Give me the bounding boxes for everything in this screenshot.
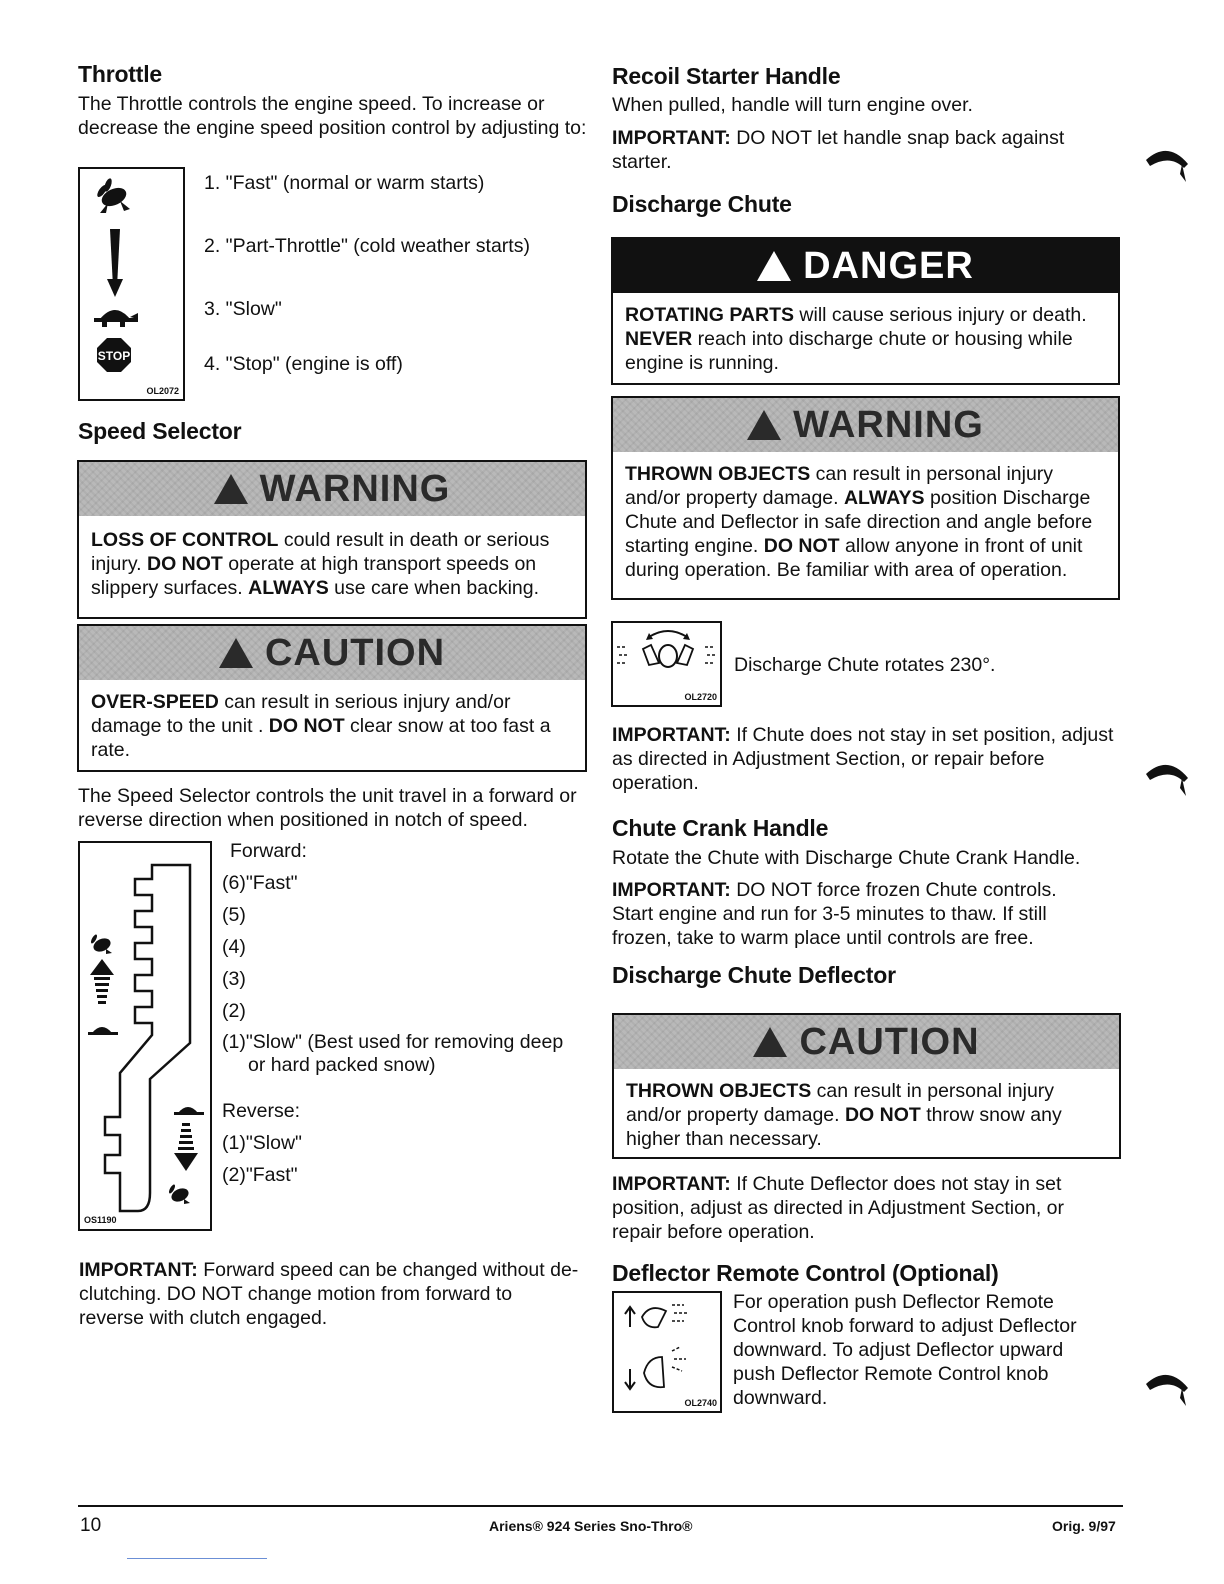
binding-mark-icon <box>1144 752 1192 802</box>
rabbit-icon <box>90 934 113 955</box>
chute-warning-text: THROWN OBJECTS can result in personal injury and/or property damage. ALWAYS position Discharge Chute and Deflector in safe direction and angle before starting engine. DO NOT allow anyone in front of unit during operation. Be familiar with area of operation. <box>625 463 1093 581</box>
forward-item: (5) <box>222 904 246 926</box>
warning-box <box>77 460 587 619</box>
turtle-icon <box>174 1107 204 1115</box>
deflector-important: IMPORTANT: If Chute Deflector does not stay in set position, adjust as directed in Adjustment Section, or repair before operation. <box>612 1173 1065 1243</box>
throttle-heading: Throttle <box>78 61 162 87</box>
warning-triangle-icon <box>747 410 781 440</box>
stop-label: STOP <box>97 349 131 363</box>
caution-banner <box>79 626 585 680</box>
forward-item: (3) <box>222 968 246 990</box>
chute-warning-title: WARNING <box>793 403 984 446</box>
forward-item: (4) <box>222 936 246 958</box>
binding-mark-icon <box>1144 1362 1192 1412</box>
figure-code: OS1190 <box>84 1215 117 1225</box>
crank-heading: Chute Crank Handle <box>612 815 829 841</box>
warning-title: WARNING <box>259 467 451 510</box>
warning-banner <box>613 398 1118 452</box>
page-number: 10 <box>80 1515 102 1536</box>
turtle-icon <box>94 310 138 327</box>
turtle-icon <box>88 1027 118 1035</box>
arrow-down-icon <box>625 1369 635 1389</box>
chute-rotate-text: Discharge Chute rotates 230°. <box>734 654 996 676</box>
caution-box <box>77 624 587 772</box>
remote-figure <box>612 1291 722 1413</box>
speed-gate-outline <box>105 865 190 1211</box>
arrow-down-icon <box>107 229 123 297</box>
footer-title: Ariens® 924 Series Sno-Thro® <box>489 1518 693 1534</box>
caution-text: OVER-SPEED can result in serious injury and/or damage to the unit . DO NOT clear snow at too fast a rate. <box>91 691 551 761</box>
throttle-item: 3. "Slow" <box>204 298 282 320</box>
figure-code: OL2720 <box>684 692 717 702</box>
speed-selector-heading: Speed Selector <box>78 418 242 444</box>
chute-heading: Discharge Chute <box>612 191 792 217</box>
danger-text: ROTATING PARTS will cause serious injury or death. NEVER reach into discharge chute or housing while engine is running. <box>625 304 1087 374</box>
forward-arrow-icon <box>90 959 114 1004</box>
throttle-item: 1. "Fast" (normal or warm starts) <box>204 172 485 194</box>
reverse-item: (1)"Slow" <box>222 1132 302 1154</box>
remote-heading: Deflector Remote Control (Optional) <box>612 1260 999 1286</box>
forward-label: Forward: <box>230 840 307 862</box>
crank-important: IMPORTANT: DO NOT force frozen Chute controls. Start engine and run for 3-5 minutes to thaw. If still frozen, take to warm place until controls are free. <box>612 879 1057 949</box>
warning-triangle-icon <box>753 1027 787 1057</box>
forward-item: (2) <box>222 1000 246 1022</box>
speed-important: IMPORTANT: Forward speed can be changed without de-clutching. DO NOT change motion from forward to reverse with clutch engaged. <box>79 1259 579 1329</box>
forward-item: (6)"Fast" <box>222 872 298 894</box>
rabbit-icon <box>168 1184 191 1205</box>
bottom-link-underline <box>127 1558 267 1559</box>
caution-banner <box>614 1015 1119 1069</box>
danger-banner <box>613 239 1118 293</box>
footer-date: Orig. 9/97 <box>1052 1518 1116 1534</box>
binding-mark-icon <box>1144 138 1192 188</box>
footer-rule <box>78 1505 1123 1507</box>
deflector-caution-title: CAUTION <box>799 1020 980 1063</box>
forward-item: or hard packed snow) <box>248 1054 436 1076</box>
reverse-arrow-icon <box>174 1123 198 1171</box>
chute-warning-box <box>611 396 1120 600</box>
speed-gate-diagram <box>80 843 210 1229</box>
throttle-item: 2. "Part-Throttle" (cold weather starts) <box>204 235 530 257</box>
remote-control-icon <box>614 1293 720 1393</box>
throttle-intro: The Throttle controls the engine speed. To increase or decrease the engine speed position control by adjusting to: <box>78 93 587 139</box>
warning-triangle-icon <box>219 638 253 668</box>
reverse-label: Reverse: <box>222 1100 301 1122</box>
forward-item: (1)"Slow" (Best used for removing deep <box>222 1031 564 1053</box>
warning-triangle-icon <box>757 251 791 281</box>
figure-code: OL2740 <box>684 1398 717 1408</box>
deflector-caution-box <box>612 1013 1121 1159</box>
danger-title: DANGER <box>803 244 974 287</box>
throttle-item: 4. "Stop" (engine is off) <box>204 353 403 375</box>
recoil-text: When pulled, handle will turn engine over. <box>612 94 973 116</box>
reverse-item: (2)"Fast" <box>222 1164 298 1186</box>
crank-text: Rotate the Chute with Discharge Chute Crank Handle. <box>612 847 1081 869</box>
rabbit-icon <box>96 177 130 213</box>
throttle-figure <box>78 167 185 401</box>
stop-icon <box>97 338 131 372</box>
recoil-important: IMPORTANT: DO NOT let handle snap back against starter. <box>612 127 1065 173</box>
warning-text: LOSS OF CONTROL could result in death or serious injury. DO NOT operate at high transport speeds on slippery surfaces. ALWAYS use care when backing. <box>91 529 550 599</box>
speed-selector-figure <box>78 841 212 1231</box>
remote-text: For operation push Deflector Remote Control knob forward to adjust Deflector downward. To adjust Deflector upward push Deflector Remote Control knob downward. <box>733 1291 1077 1409</box>
deflector-caution-text: THROWN OBJECTS can result in personal injury and/or property damage. DO NOT throw snow any higher than necessary. <box>626 1080 1062 1150</box>
recoil-heading: Recoil Starter Handle <box>612 63 841 89</box>
warning-triangle-icon <box>214 474 248 504</box>
figure-code: OL2072 <box>146 386 179 396</box>
chute-important: IMPORTANT: If Chute does not stay in set position, adjust as directed in Adjustment Section, or repair before operation. <box>612 724 1114 794</box>
caution-title: CAUTION <box>264 631 446 674</box>
chute-rotate-figure <box>611 621 722 707</box>
warning-banner <box>79 462 585 516</box>
deflector-heading: Discharge Chute Deflector <box>612 962 896 988</box>
chute-rotation-icon <box>613 623 720 683</box>
speed-selector-desc: The Speed Selector controls the unit travel in a forward or reverse direction when positioned in notch of speed. <box>78 785 577 831</box>
arrow-up-icon <box>625 1307 635 1327</box>
danger-box <box>611 237 1120 385</box>
throttle-icons <box>80 169 183 399</box>
